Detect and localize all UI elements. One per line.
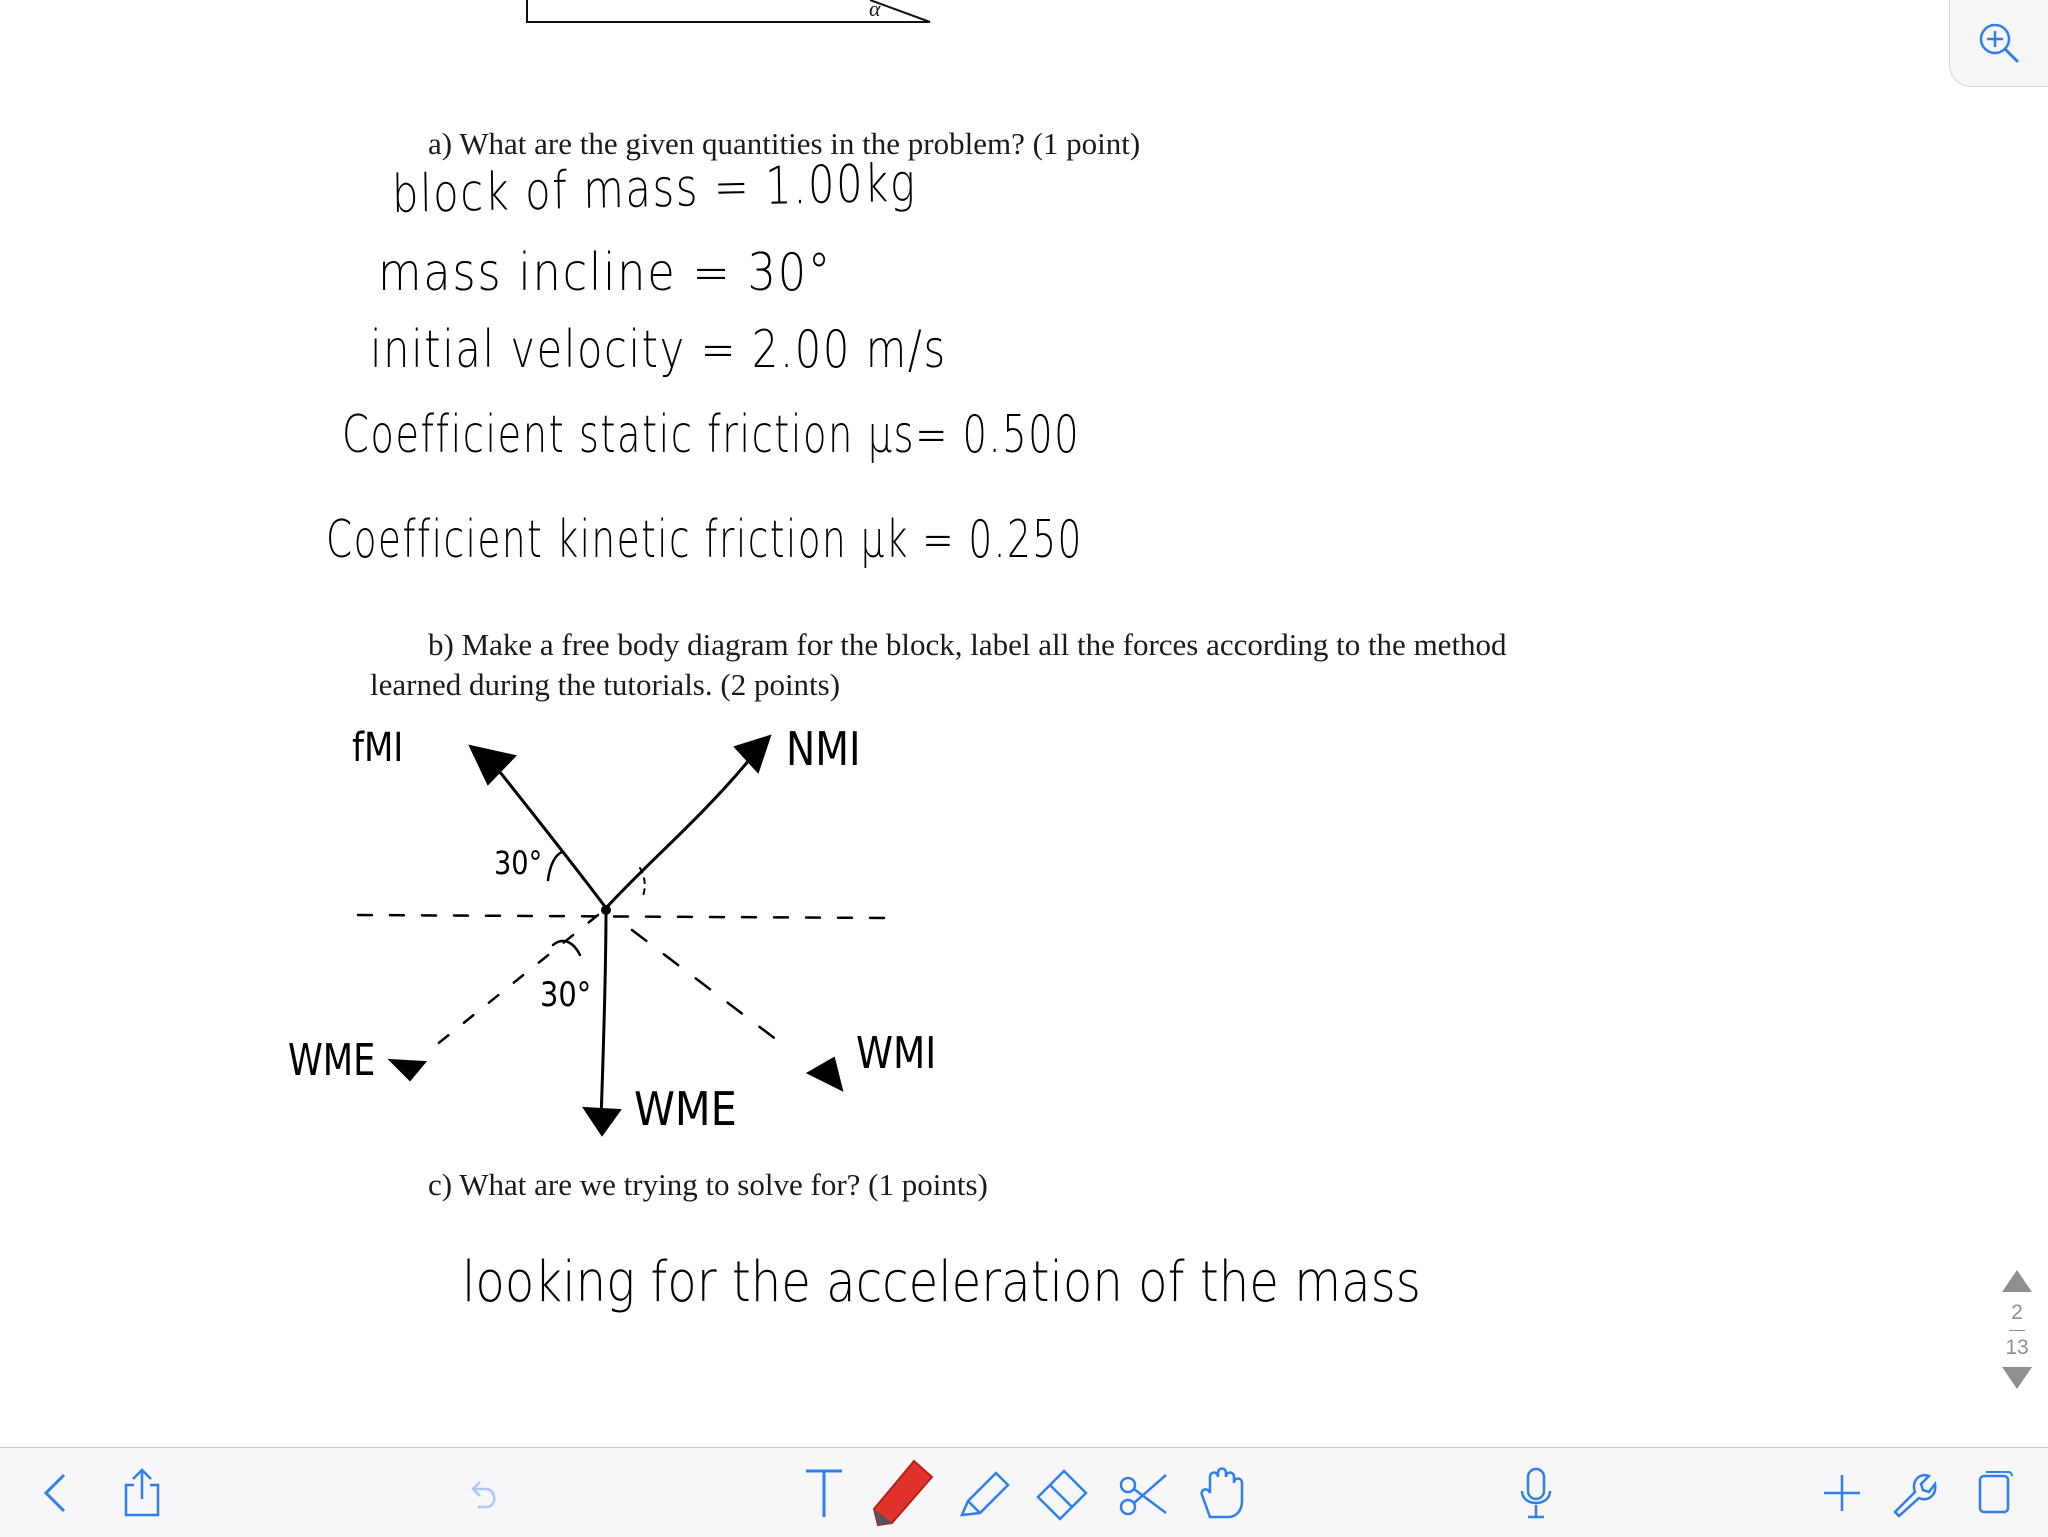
bottom-toolbar [0,1447,2048,1537]
question-b-line2: learned during the tutorials. (2 points) [370,667,841,702]
add-button[interactable] [1814,1448,1870,1537]
pen-tool-icon [868,1453,938,1533]
hand-tool-icon [1192,1463,1252,1523]
answer-a-incline: mass incline = 30° [378,243,832,303]
microphone-icon [1516,1465,1556,1521]
share-button[interactable] [112,1448,172,1537]
undo-icon [464,1473,504,1513]
eraser-button[interactable] [1030,1448,1094,1537]
undo-button[interactable] [456,1448,512,1537]
page-navigator [2000,1270,2034,1410]
highlighter-button[interactable] [952,1448,1016,1537]
pen-tool-button[interactable] [868,1448,938,1537]
answer-c: looking for the acceleration of the mass [462,1250,1421,1315]
zoom-in-icon [1977,21,2021,65]
add-icon [1820,1471,1864,1515]
answer-a-static-friction: Coefficient static friction μs= 0.500 [342,405,1081,465]
highlighter-icon [954,1463,1014,1523]
question-a: a) What are the given quantities in the problem? (1 point) [428,126,1141,161]
back-icon [40,1471,70,1515]
answer-a-mass: block of mass = 1.00kg [391,153,917,225]
scissors-button[interactable] [1112,1448,1176,1537]
scissors-icon [1114,1463,1174,1523]
text-tool-icon [802,1465,846,1521]
microphone-button[interactable] [1508,1448,1564,1537]
answer-a-velocity: initial velocity = 2.00 m/s [370,320,947,380]
label-angle-bottom: 30° [540,975,592,1015]
page-down-icon[interactable] [2002,1367,2032,1389]
label-wme-left: WME [288,1035,376,1086]
label-wmi: WMI [856,1028,937,1079]
settings-button[interactable] [1884,1448,1940,1537]
hand-tool-button[interactable] [1190,1448,1254,1537]
share-icon [120,1467,164,1519]
page-view-button[interactable] [1966,1448,2022,1537]
page-divider [2009,1330,2025,1331]
label-wme-bottom: WME [634,1082,737,1136]
wrench-icon [1887,1468,1937,1518]
label-fmi: fMI [352,725,404,771]
zoom-button[interactable] [1949,0,2048,87]
answer-a-kinetic-friction: Coefficient kinetic friction μk = 0.250 [326,510,1083,570]
total-pages: 13 [2005,1336,2029,1359]
question-b-line1: b) Make a free body diagram for the block, label all the forces according to the method [428,627,1507,662]
page-icon [1974,1468,2014,1518]
current-page: 2 [2011,1301,2023,1324]
alpha-label: α [869,0,881,21]
label-nmi: NMI [786,722,861,776]
back-button[interactable] [30,1448,80,1537]
eraser-icon [1032,1463,1092,1523]
text-tool-button[interactable] [796,1448,852,1537]
page-up-icon[interactable] [2002,1270,2032,1292]
question-c: c) What are we trying to solve for? (1 points) [428,1167,988,1202]
label-angle-top: 30° [494,844,543,882]
